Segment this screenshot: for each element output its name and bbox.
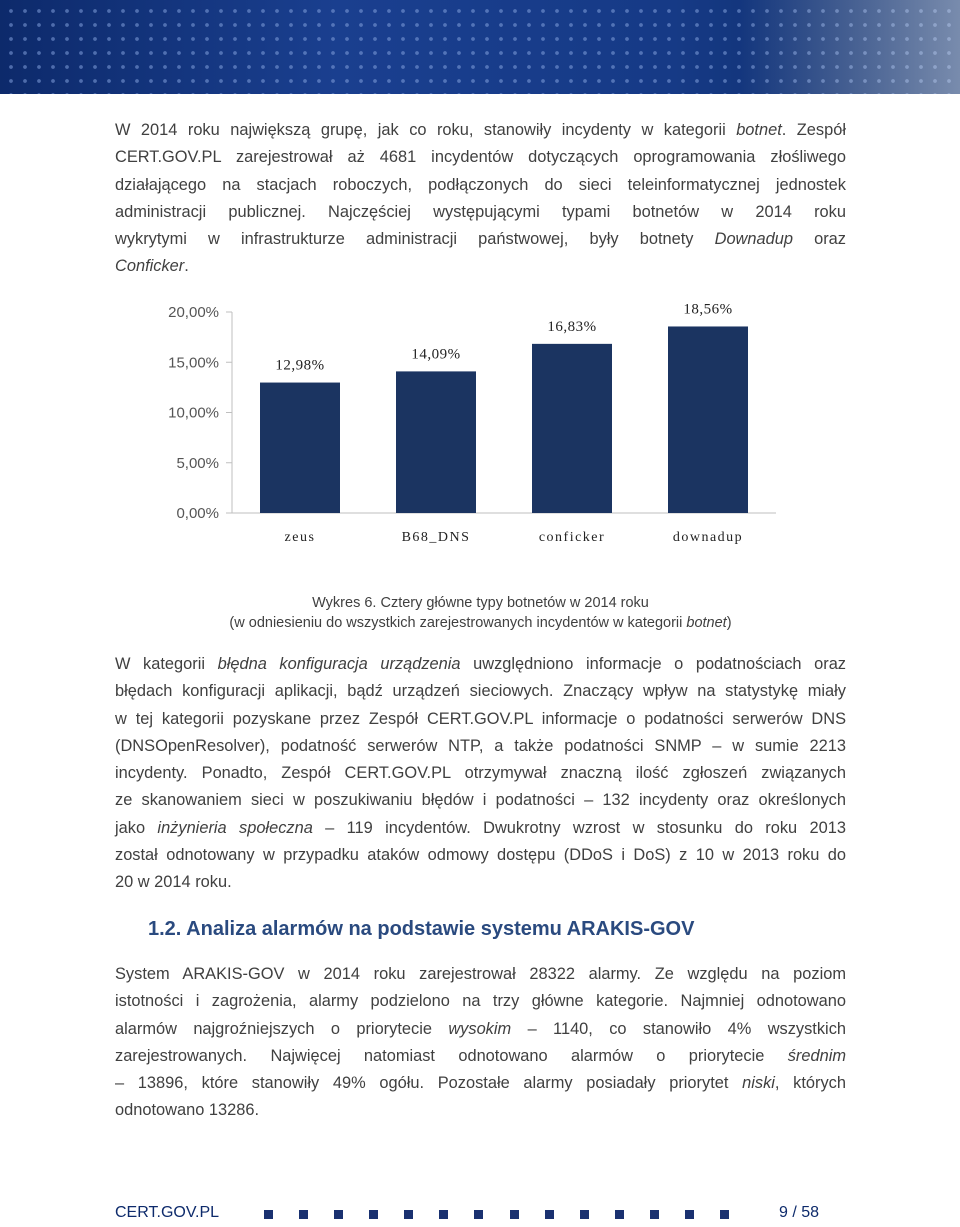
text-line: w tej kategorii pozyskane przez Zespół CERT.GOV.PL informacje o podatności serwerów DNS <box>115 709 846 728</box>
caption-line-2: (w odniesieniu do wszystkich zarejestrowanych incydentów w kategorii botnet) <box>229 615 732 631</box>
footer-square-icon <box>720 1210 729 1219</box>
section-heading: 1.2. Analiza alarmów na podstawie systemu ARAKIS-GOV <box>148 918 695 940</box>
bar-conficker <box>532 344 612 513</box>
paragraph-arakis <box>115 961 846 1125</box>
y-tick-label: 10,00% <box>168 404 219 422</box>
text-line: wykrytymi w infrastrukturze administracji państwowej, były botnety Downadup oraz <box>115 230 846 249</box>
footer-square-icon <box>510 1210 519 1219</box>
footer-square-icon <box>650 1210 659 1219</box>
y-tick-label: 5,00% <box>176 454 219 472</box>
y-tick-label: 15,00% <box>168 354 219 372</box>
botnet-bar-chart <box>0 0 960 560</box>
data-label: 16,83% <box>547 318 597 335</box>
text-line: CERT.GOV.PL zarejestrował aż 4681 incydentów dotyczących oprogramowania złośliwego <box>115 148 846 167</box>
text-line: istotności i zagrożenia, alarmy podzielono na trzy główne kategorie. Najmniej odnotowano <box>115 992 846 1011</box>
footer-square-icon <box>685 1210 694 1219</box>
data-label: 18,56% <box>683 301 733 318</box>
text-line: incydenty. Ponadto, Zespół CERT.GOV.PL otrzymywał znaczną ilość zgłoszeń związanych <box>115 764 846 783</box>
x-tick-label: B68_DNS <box>401 530 471 545</box>
footer-site-name: CERT.GOV.PL <box>115 1204 220 1221</box>
text-line: W kategorii błędna konfiguracja urządzenia uwzględniono informacje o podatnościach oraz <box>115 655 847 673</box>
y-tick-label: 20,00% <box>168 304 219 321</box>
text-line: administracji publicznej. Najczęściej występującymi typami botnetów w 2014 roku <box>115 202 846 221</box>
text-line: – 13896, które stanowiły 49% ogółu. Pozostałe alarmy posiadały priorytet niski, których <box>115 1074 846 1093</box>
footer-square-icon <box>580 1210 589 1219</box>
y-tick-label: 0,00% <box>176 505 219 522</box>
bar-downadup <box>668 326 748 513</box>
text-line: jako inżynieria społeczna – 119 incydentów. Dwukrotny wzrost w stosunku do roku 2013 <box>115 818 846 837</box>
text-line: odnotowano 13286. <box>115 1101 260 1120</box>
data-label: 12,98% <box>275 357 325 374</box>
paragraph-misconfiguration <box>115 651 846 897</box>
footer-square-icon <box>299 1210 308 1219</box>
x-tick-label: conficker <box>538 530 606 545</box>
footer-square-icon <box>264 1210 273 1219</box>
footer-square-icon <box>545 1210 554 1219</box>
bar-zeus <box>260 383 340 513</box>
x-tick-label: downadup <box>672 530 744 545</box>
text-line: Conficker. <box>115 257 189 276</box>
text-line: został odnotowany w przypadku ataków odmowy dostępu (DDoS i DoS) z 10 w 2013 roku do <box>115 846 846 865</box>
footer-square-icon <box>439 1210 448 1219</box>
bar-B68_DNS <box>396 371 476 513</box>
caption-line-1: Wykres 6. Cztery główne typy botnetów w 2014 roku <box>312 595 649 611</box>
text-line: (DNSOpenResolver), podatność serwerów NTP, a także podatności SNMP – w sumie 2213 <box>115 736 846 755</box>
footer-square-icon <box>369 1210 378 1219</box>
text-line: zarejestrowanych. Najwięcej natomiast odnotowano alarmów o priorytecie średnim <box>115 1046 846 1065</box>
text-line: alarmów najgroźniejszych o priorytecie wysokim – 1140, co stanowiło 4% wszystkich <box>115 1019 847 1038</box>
text-line: błędach konfiguracji aplikacji, bądź urządzeń sieciowych. Znaczący wpływ na statystykę miały <box>115 682 846 701</box>
text-line: działającego na stacjach roboczych, podłączonych do sieci teleinformatycznej jednostek <box>115 175 846 194</box>
footer-square-icon <box>615 1210 624 1219</box>
data-label: 14,09% <box>411 346 461 363</box>
text-line: 20 w 2014 roku. <box>115 873 232 892</box>
chart-caption <box>115 593 846 633</box>
page-number: 9 / 58 <box>779 1204 820 1221</box>
footer-square-icon <box>474 1210 483 1219</box>
text-line: System ARAKIS-GOV w 2014 roku zarejestrował 28322 alarmy. Ze względu na poziom <box>115 965 846 983</box>
text-line: W 2014 roku największą grupę, jak co roku, stanowiły incydenty w kategorii botnet. Zespół <box>115 121 846 139</box>
footer-square-icon <box>334 1210 343 1219</box>
footer-square-icon <box>404 1210 413 1219</box>
x-tick-label: zeus <box>284 530 316 545</box>
text-line: ze skanowaniem sieci w poszukiwaniu błędów i podatności – 132 incydenty oraz określonych <box>115 791 846 810</box>
